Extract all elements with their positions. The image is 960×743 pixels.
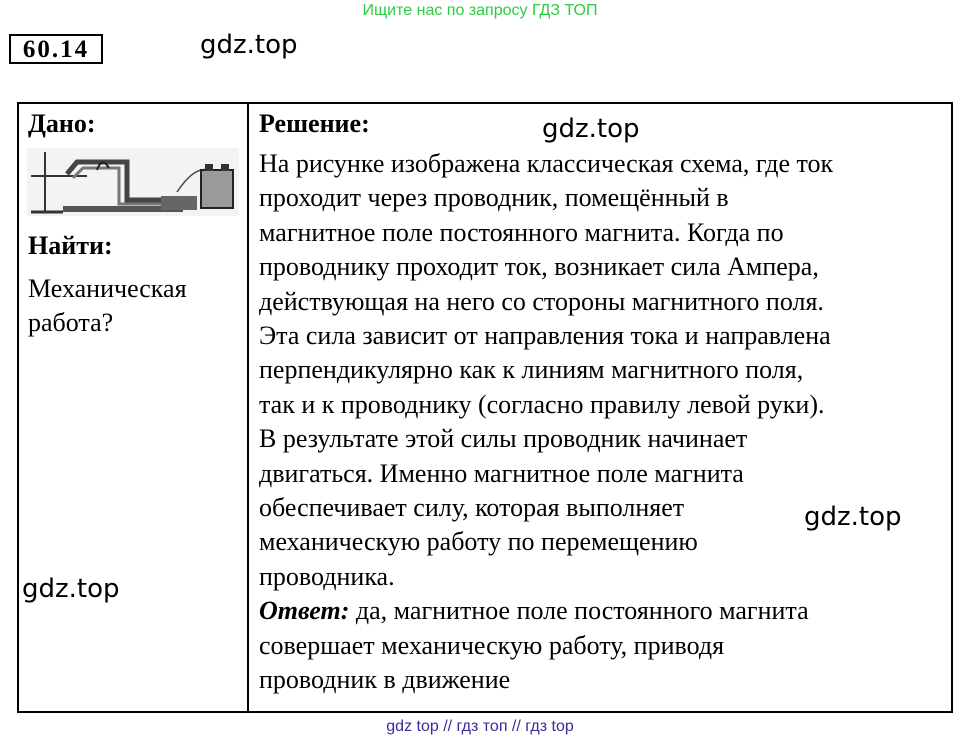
experiment-figure [27, 148, 239, 216]
watermark: gdz.top [542, 114, 640, 144]
solution-line: действующая на него со стороны магнитного поля. [259, 286, 824, 316]
solution-line: так и к проводнику (согласно правилу левой руки). [259, 389, 825, 419]
solution-line: Эта сила зависит от направления тока и направлена [259, 321, 831, 351]
problem-number: 60.14 [9, 34, 103, 64]
answer-line: совершает механическую работу, приводя [259, 630, 725, 660]
solution-line: двигаться. Именно магнитное поле магнита [259, 458, 744, 488]
answer-text: да, магнитное поле постоянного магнита [349, 596, 809, 626]
find-heading: Найти: [28, 231, 113, 260]
solution-line: На рисунке изображена классическая схема, где ток [259, 149, 834, 178]
table-divider [247, 102, 249, 713]
watermark: gdz.top [22, 574, 120, 604]
footer-links: gdz top // гдз топ // гдз top [386, 718, 574, 735]
given-heading: Дано: [28, 109, 96, 138]
solution-line: проходит через проводник, помещённый в [259, 183, 729, 213]
watermark: gdz.top [804, 502, 902, 532]
solution-line: проводнику проходит ток, возникает сила Ампера, [259, 252, 819, 282]
solution-line: проводника. [259, 561, 395, 591]
solution-line: магнитное поле постоянного магнита. Когда по [259, 217, 784, 247]
solution-line: В результате этой силы проводник начинает [259, 424, 748, 454]
answer-line [259, 594, 949, 628]
find-text-line-1: Механическая [28, 274, 187, 303]
answer-line: проводник в движение [259, 665, 511, 695]
solution-line: обеспечивает силу, которая выполняет [259, 493, 685, 523]
solution-line: перпендикулярно как к линиям магнитного поля, [259, 355, 804, 385]
answer-label: Ответ: [259, 596, 350, 626]
solution-heading: Решение: [259, 109, 370, 138]
solution-line: механическую работу по перемещению [259, 527, 698, 557]
find-text-line-2: работа? [28, 308, 114, 337]
solution-body [259, 147, 949, 698]
watermark: gdz.top [200, 30, 298, 60]
top-banner: Ищите нас по запросу ГДЗ ТОП [362, 2, 598, 19]
